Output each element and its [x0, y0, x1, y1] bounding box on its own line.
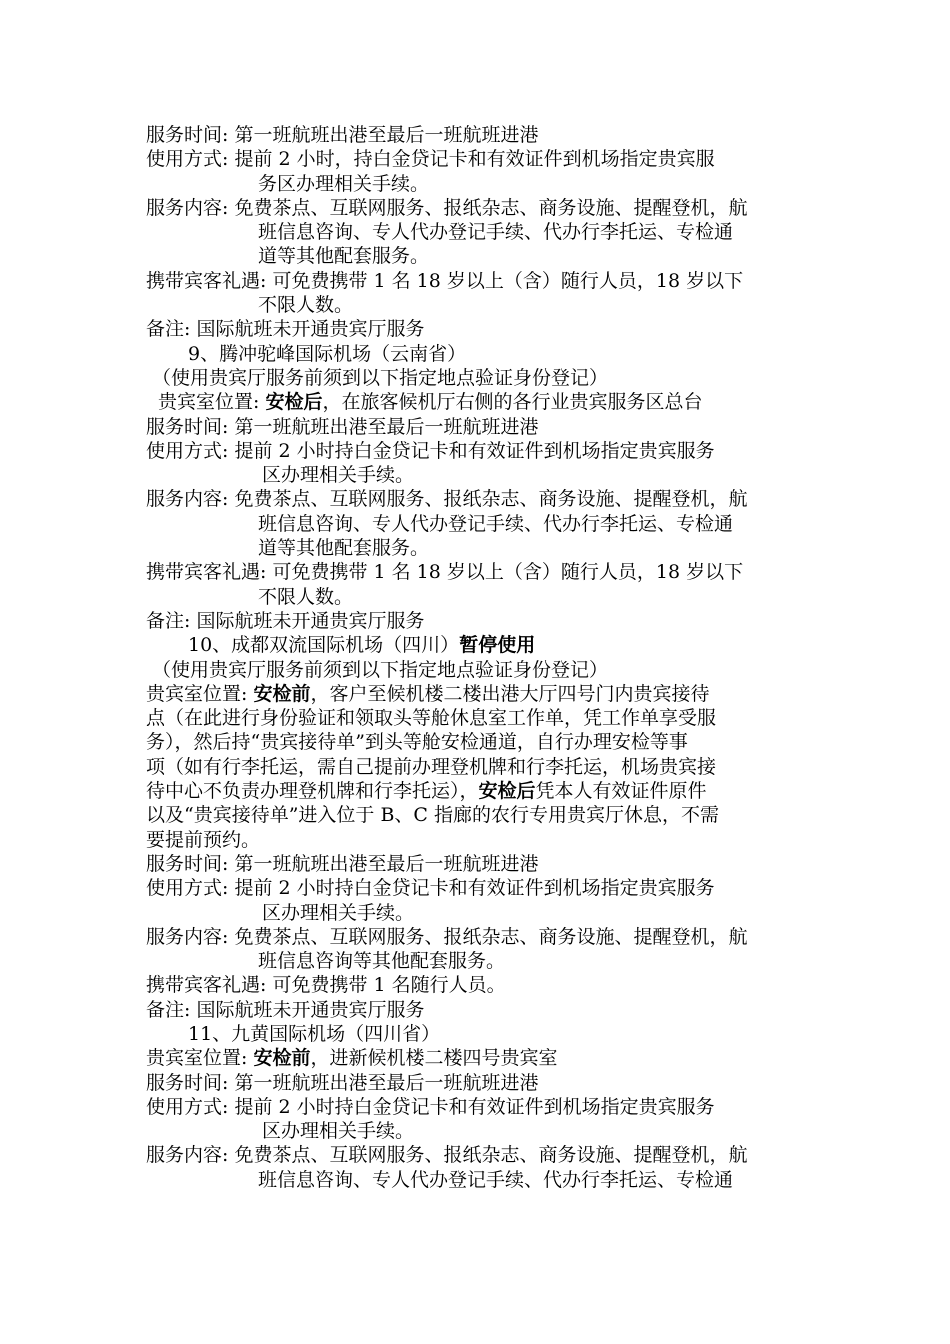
text-line	[146, 1168, 816, 1192]
text-segment: 区办理相关手续。	[262, 464, 415, 487]
text-line	[146, 123, 816, 147]
text-line	[146, 536, 816, 560]
text-segment: （使用贵宾厅服务前须到以下指定地点验证身份登记）	[152, 366, 609, 389]
document-body	[146, 123, 816, 1192]
text-segment: 凭本人有效证件原件	[535, 780, 707, 803]
bold-text: 安检后	[265, 391, 323, 414]
text-segment: 使用方式: 提前 2 小时持白金贷记卡和有效证件到机场指定贵宾服务	[146, 877, 715, 900]
text-segment: 务区办理相关手续。	[258, 172, 430, 195]
text-segment: 服务内容: 免费茶点、互联网服务、报纸杂志、商务设施、提醒登机，航	[146, 488, 748, 511]
text-segment: 服务内容: 免费茶点、互联网服务、报纸杂志、商务设施、提醒登机，航	[146, 196, 748, 219]
text-line	[146, 1119, 816, 1143]
text-line	[146, 147, 816, 171]
text-line	[146, 220, 816, 244]
text-segment: （使用贵宾厅服务前须到以下指定地点验证身份登记）	[152, 658, 609, 681]
text-segment: 服务内容: 免费茶点、互联网服务、报纸杂志、商务设施、提醒登机，航	[146, 1144, 748, 1167]
text-segment: 使用方式: 提前 2 小时持白金贷记卡和有效证件到机场指定贵宾服务	[146, 1095, 715, 1118]
text-line	[146, 463, 816, 487]
text-segment: ，客户至候机楼二楼出港大厅四号门内贵宾接待	[310, 682, 710, 705]
text-segment: 备注: 国际航班未开通贵宾厅服务	[146, 998, 425, 1021]
text-line	[146, 973, 816, 997]
text-segment: 使用方式: 提前 2 小时，持白金贷记卡和有效证件到机场指定贵宾服	[146, 148, 715, 171]
text-segment: 贵宾室位置:	[146, 1047, 254, 1070]
text-line	[146, 998, 816, 1022]
text-line	[146, 633, 816, 657]
text-line	[146, 901, 816, 925]
text-line	[146, 415, 816, 439]
text-line	[146, 293, 816, 317]
text-line	[146, 244, 816, 268]
text-segment: 道等其他配套服务。	[258, 537, 430, 560]
text-segment: 务），然后持“贵宾接待单”到头等舱安检通道，自行办理安检等事	[146, 731, 688, 754]
text-segment: 服务内容: 免费茶点、互联网服务、报纸杂志、商务设施、提醒登机，航	[146, 925, 748, 948]
text-segment: 服务时间: 第一班航班出港至最后一班航班进港	[146, 852, 539, 875]
text-segment: 班信息咨询、专人代办登记手续、代办行李托运、专检通	[258, 221, 734, 244]
text-line	[146, 1143, 816, 1167]
text-segment: 区办理相关手续。	[262, 901, 415, 924]
text-segment: 点（在此进行身份验证和领取头等舱休息室工作单，凭工作单享受服	[146, 707, 717, 730]
text-line	[146, 609, 816, 633]
text-line	[146, 828, 816, 852]
bold-text: 暂停使用	[459, 634, 536, 657]
text-segment: 携带宾客礼遇: 可免费携带 1 名 18 岁以上（含）随行人员，18 岁以下	[146, 561, 744, 584]
text-line	[146, 439, 816, 463]
bold-text: 安检前	[253, 682, 311, 705]
text-segment: 不限人数。	[258, 294, 354, 317]
text-segment: 备注: 国际航班未开通贵宾厅服务	[146, 609, 425, 632]
text-segment: 班信息咨询等其他配套服务。	[258, 950, 506, 973]
text-line	[146, 560, 816, 584]
text-segment: 服务时间: 第一班航班出港至最后一班航班进港	[146, 415, 539, 438]
text-line	[146, 1071, 816, 1095]
text-line	[146, 852, 816, 876]
text-segment: 备注: 国际航班未开通贵宾厅服务	[146, 318, 425, 341]
text-segment: 使用方式: 提前 2 小时持白金贷记卡和有效证件到机场指定贵宾服务	[146, 439, 715, 462]
text-line	[146, 779, 816, 803]
text-line	[146, 1022, 816, 1046]
text-line	[146, 730, 816, 754]
text-segment: 10、成都双流国际机场（四川）	[188, 634, 460, 657]
text-segment: 班信息咨询、专人代办登记手续、代办行李托运、专检通	[258, 512, 734, 535]
text-line	[146, 1046, 816, 1070]
text-segment: 班信息咨询、专人代办登记手续、代办行李托运、专检通	[258, 1168, 734, 1191]
text-segment: 区办理相关手续。	[262, 1120, 415, 1143]
text-segment: 9、腾冲驼峰国际机场（云南省）	[188, 342, 467, 365]
text-line	[146, 706, 816, 730]
text-segment: ，进新候机楼二楼四号贵宾室	[310, 1047, 558, 1070]
text-segment: 待中心不负责办理登机牌和行李托运），	[146, 780, 479, 803]
text-line	[146, 876, 816, 900]
text-line	[146, 658, 816, 682]
text-line	[146, 949, 816, 973]
text-segment: ，在旅客候机厅右侧的各行业贵宾服务区总台	[322, 391, 703, 414]
text-segment: 11、九黄国际机场（四川省）	[188, 1022, 441, 1045]
text-segment: 携带宾客礼遇: 可免费携带 1 名 18 岁以上（含）随行人员，18 岁以下	[146, 269, 744, 292]
text-segment: 项（如有行李托运，需自己提前办理登机牌和行李托运，机场贵宾接	[146, 755, 717, 778]
text-segment: 以及“贵宾接待单”进入位于 B、C 指廊的农行专用贵宾厅休息，不需	[146, 804, 720, 827]
text-line	[146, 366, 816, 390]
text-line	[146, 755, 816, 779]
text-segment: 携带宾客礼遇: 可免费携带 1 名随行人员。	[146, 974, 506, 997]
text-line	[146, 390, 816, 414]
text-line	[146, 585, 816, 609]
text-line	[146, 269, 816, 293]
text-segment: 贵宾室位置:	[158, 391, 266, 414]
text-segment: 要提前预约。	[146, 828, 261, 851]
text-line	[146, 196, 816, 220]
text-segment: 服务时间: 第一班航班出港至最后一班航班进港	[146, 124, 539, 146]
text-line	[146, 487, 816, 511]
text-segment: 道等其他配套服务。	[258, 245, 430, 268]
text-line	[146, 342, 816, 366]
text-line	[146, 803, 816, 827]
text-line	[146, 172, 816, 196]
text-line	[146, 682, 816, 706]
text-segment: 不限人数。	[258, 585, 354, 608]
text-segment: 贵宾室位置:	[146, 682, 254, 705]
text-segment: 服务时间: 第一班航班出港至最后一班航班进港	[146, 1071, 539, 1094]
bold-text: 安检后	[478, 780, 536, 803]
text-line	[146, 317, 816, 341]
text-line	[146, 512, 816, 536]
bold-text: 安检前	[253, 1047, 311, 1070]
text-line	[146, 1095, 816, 1119]
text-line	[146, 925, 816, 949]
